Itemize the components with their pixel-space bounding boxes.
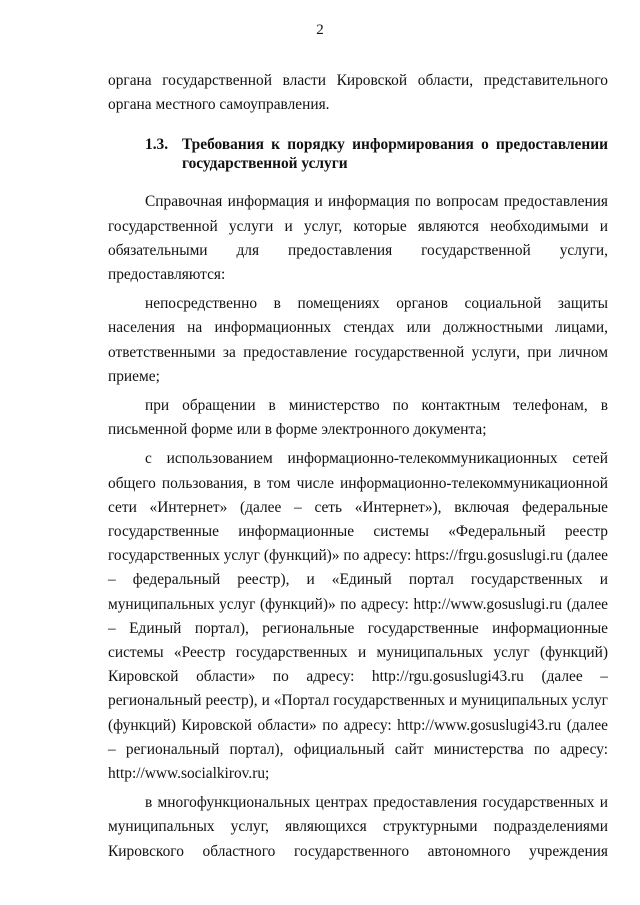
page-number: 2 [316,22,324,38]
intro-paragraph: органа государственной власти Кировской области, представительного органа местного самоуправления. [108,72,608,114]
document-body [108,69,608,864]
paragraph-internet: с использованием информационно-телекоммуникационных сетей общего пользования, в том числе информационно-телекоммуникационной сети «Интернет» (далее – сеть «Интернет»), включая федеральные государственные информационные системы «Федеральный реестр государственных услуг (функций)» по адресу: https://frgu.gosuslugi.ru (далее – федеральный реестр), и «Единый портал государственных и муниципальных услуг (функций)» по адресу: http://www.gosuslugi.ru (далее – Единый портал), региональные государственные информационные системы «Реестр государственных и муниципальных услуг (функций) Кировской области» по адресу: http://rgu.gosuslugi43.ru (далее – региональный реестр), и «Портал государственных и муниципальных услуг (функций) Кировской области» по адресу: http://www.gosuslugi43.ru (далее – региональный портал), официальный сайт министерства по адресу: http://www.socialkirov.ru; [108,450,608,783]
section-number: 1.3. [145,136,169,154]
paragraph-reference-info: Справочная информация и информация по вопросам предоставления государственной услуги и услуг, которые являются необходимыми и обязательными для предоставления государственной услуги, предоставляются: [108,193,608,284]
section-title: Требования к порядку информирования о предоставлении государственной услуги [182,136,608,173]
section-heading [108,135,608,173]
paragraph-mfc: в многофункциональных центрах предоставления государственных и муниципальных услуг, являющихся структурными подразделениями Кировского областного государственного автономного учреждения [108,794,608,860]
paragraph-in-premises: непосредственно в помещениях органов социальной защиты населения на информационных стендах или должностными лицами, ответственными за предоставление государственной услуги, при личном приеме; [108,295,608,385]
paragraph-by-phone: при обращении в министерство по контактным телефонам, в письменной форме или в форме электронного документа; [108,397,608,439]
